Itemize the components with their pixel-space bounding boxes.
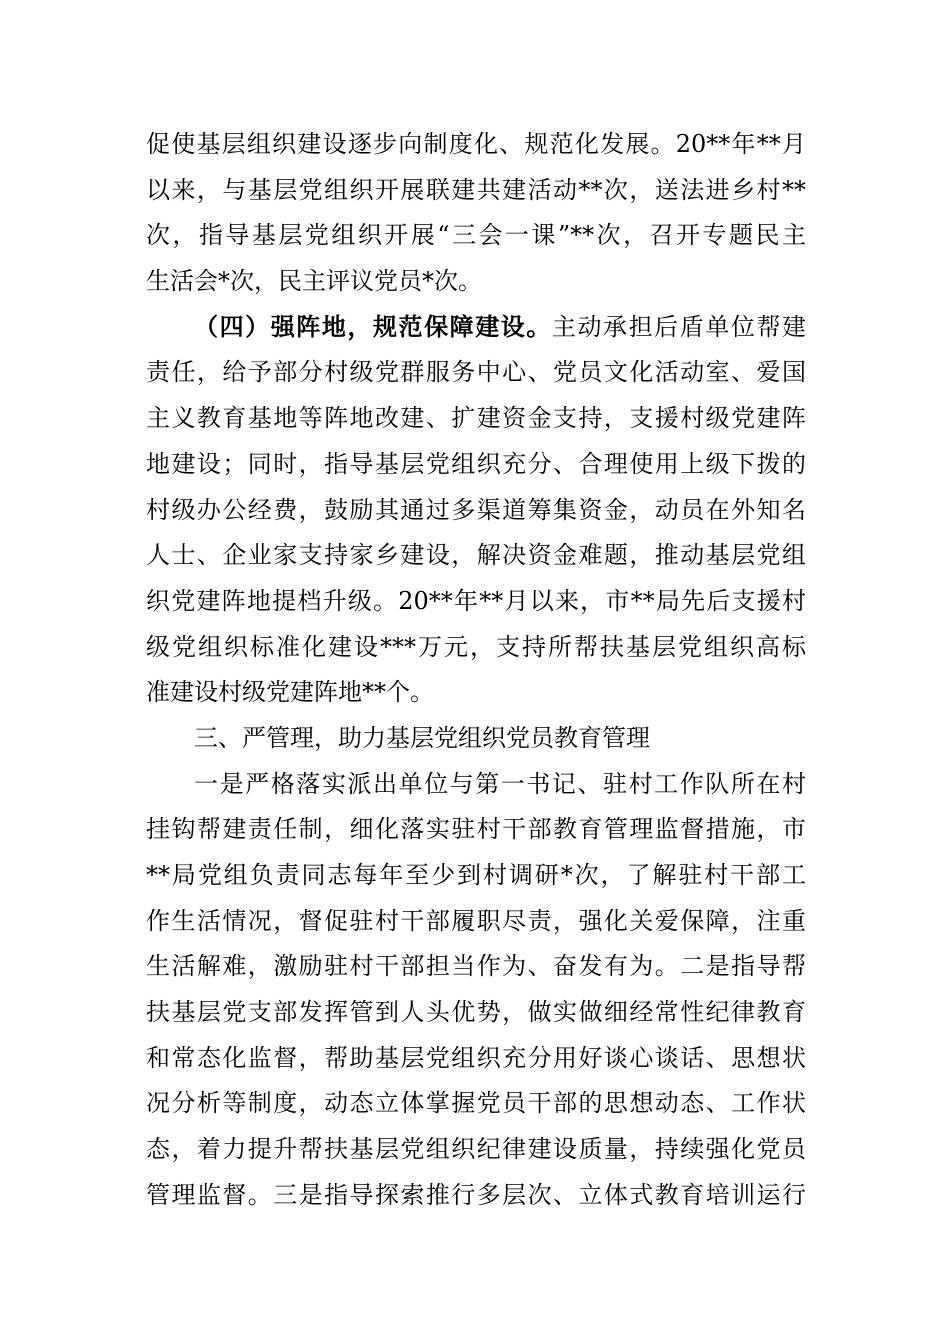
paragraph-four xyxy=(146,305,806,716)
text-line: 生活会*次，民主评议党员*次。 xyxy=(146,267,482,296)
text-line: 管理监督。三是指导探索推行多层次、立体式教育培训运行 xyxy=(146,1180,806,1209)
text-line: 村级办公经费，鼓励其通过多渠道筹集资金，动员在外知名 xyxy=(146,495,806,524)
text-line: 主义教育基地等阵地改建、扩建资金支持，支援村级党建阵 xyxy=(146,404,806,433)
text-line: 织党建阵地提档升级。20**年**月以来，市**局先后支援村 xyxy=(146,586,806,615)
text-line: 态，着力提升帮扶基层党组织纪律建设质量，持续强化党员 xyxy=(146,1135,806,1164)
text-line: 责任，给予部分村级党群服务中心、党员文化活动室、爱国 xyxy=(146,358,806,387)
section-heading: 三、严管理，助力基层党组织党员教育管理 xyxy=(194,723,650,752)
text-line: 和常态化监督，帮助基层党组织充分用好谈心谈话、思想状 xyxy=(146,1043,806,1072)
paragraph-continuation xyxy=(146,122,806,305)
text-line: 挂钩帮建责任制，细化落实驻村干部教育管理监督措施，市 xyxy=(146,815,806,844)
text-line: 生活解难，激励驻村干部担当作为、奋发有为。二是指导帮 xyxy=(146,952,806,981)
document-body xyxy=(146,122,806,1219)
text-line: **局党组负责同志每年至少到村调研*次，了解驻村干部工 xyxy=(146,861,806,889)
text-line: 次，指导基层党组织开展“三会一课”**次，召开专题民主 xyxy=(146,221,806,250)
text-line: 扶基层党支部发挥管到人头优势，做实做细经常性纪律教育 xyxy=(146,998,806,1027)
text-run: 主动承担后盾单位帮建 xyxy=(551,312,807,341)
text-line: 准建设村级党建阵地**个。 xyxy=(146,678,434,707)
text-line: 作生活情况，督促驻村干部履职尽责，强化关爱保障，注重 xyxy=(146,906,806,935)
text-line: 况分析等制度，动态立体掌握党员干部的思想动态、工作状 xyxy=(146,1089,806,1118)
text-line: 地建设；同时，指导基层党组织充分、合理使用上级下拨的 xyxy=(146,449,806,478)
text-line: 以来，与基层党组织开展联建共建活动**次，送法进乡村** xyxy=(146,175,806,204)
text-line: 级党组织标准化建设***万元，支持所帮扶基层党组织高标 xyxy=(146,632,806,661)
paragraph-section-three xyxy=(146,762,806,1219)
text-line: 人士、企业家支持家乡建设，解决资金难题，推动基层党组 xyxy=(146,541,806,570)
text-line: 促使基层组织建设逐步向制度化、规范化发展。20**年**月 xyxy=(146,130,806,158)
paragraph-lead-heading: （四）强阵地，规范保障建设。 xyxy=(194,312,552,341)
text-line: 一是严格落实派出单位与第一书记、驻村工作队所在村 xyxy=(194,769,806,798)
text-line xyxy=(146,305,806,351)
